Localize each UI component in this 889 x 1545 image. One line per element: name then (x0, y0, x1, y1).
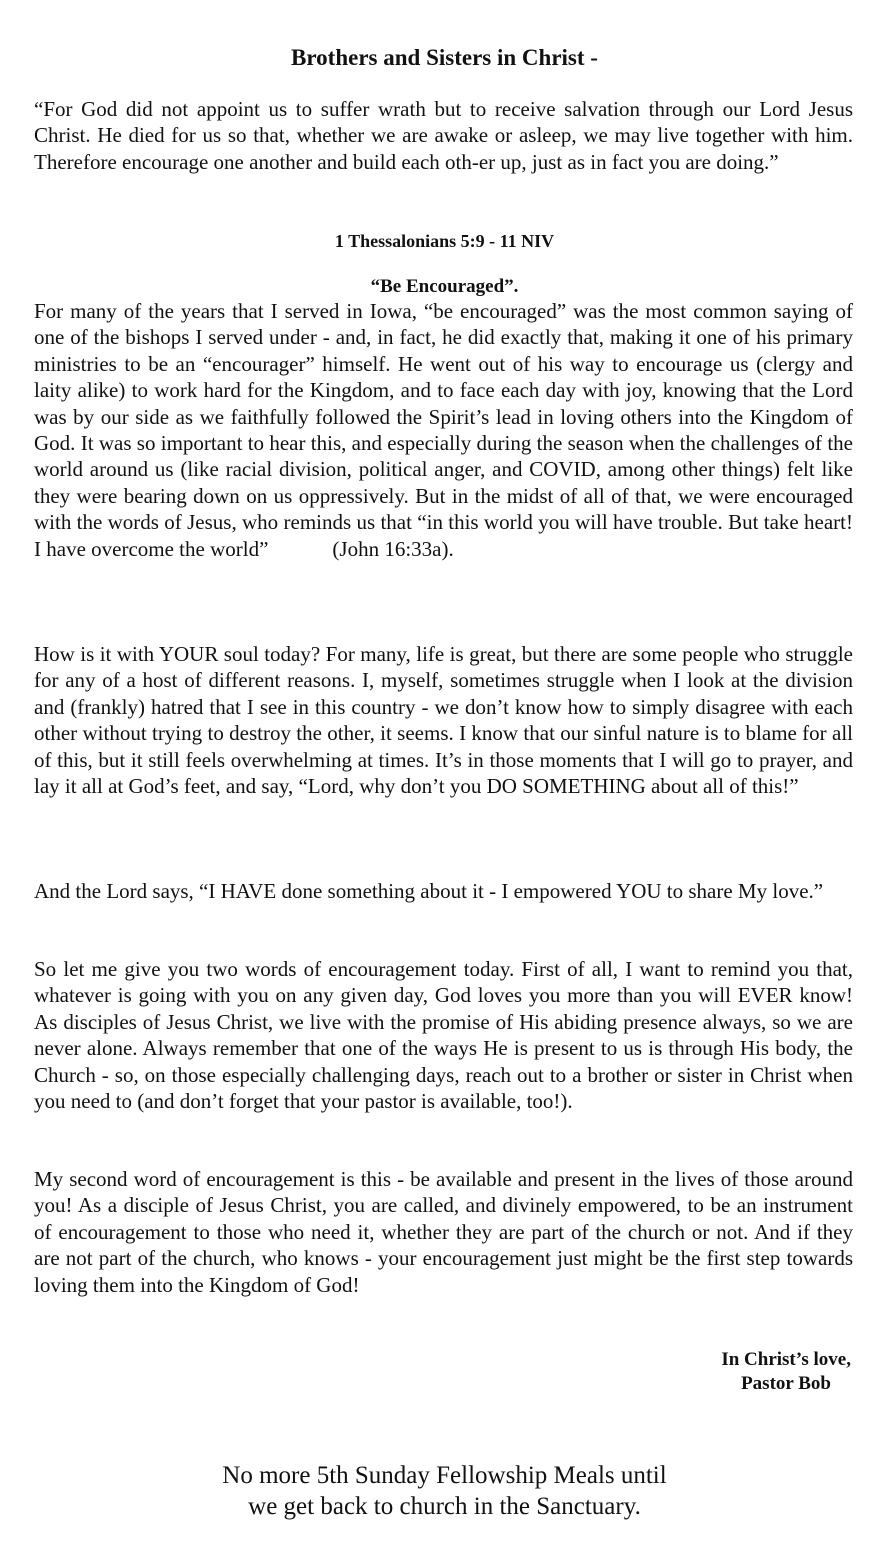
article-paragraph-4: So let me give you two words of encouragement today. First of all, I want to remind you that, whatever is going with you on any given day, God loves you more than you will EVER know! As disciples of Jesus Christ, we live with the promise of His abiding presence always, so we are never alone. Always remember that one of the ways He is present to us is through His body, the Church - so, on those especially challenging days, reach out to a brother or sister in Christ when you need to (and don’t forget that your pastor is available, too!). (34, 957, 853, 1114)
article-paragraph-1 (34, 298, 853, 562)
fellowship-notice (0, 1460, 889, 1522)
article-subtitle: “Be Encouraged”. (370, 276, 519, 297)
paragraph-1-text: For many of the years that I served in Iowa, “be encouraged” was the most common saying of one of the bishops I served under - and, in fact, he did exactly that, making it one of his primary ministries to be an “encourager” himself. He went out of his way to encourage us (clergy and laity alike) to work hard for the Kingdom, and to face each day with joy, knowing that the Lord was by our side as we faithfully followed the Spirit’s lead in loving others into the Kingdom of God. It was so important to hear this, and especially during the season when the challenges of the world around us (like racial division, political anger, and COVID, among other things) felt like they were bearing down on us oppressively. But in the midst of all of that, we were encouraged with the words of Jesus, who reminds us that “in this world you will have trouble. But take heart! I have overcome the world” (34, 299, 853, 561)
notice-line-1: No more 5th Sunday Fellowship Meals until (222, 1462, 667, 1489)
signoff-closing: In Christ’s love, (721, 1349, 851, 1370)
signoff (721, 1348, 851, 1396)
page-title: Brothers and Sisters in Christ - (291, 45, 598, 70)
signoff-name: Pastor Bob (741, 1373, 831, 1394)
notice-line-2: we get back to church in the Sanctuary. (248, 1493, 641, 1520)
scripture-citation: 1 Thessalonians 5:9 - 11 NIV (334, 231, 555, 251)
article-paragraph-2: How is it with YOUR soul today? For many, life is great, but there are some people who struggle for any of a host of different reasons. I, myself, sometimes struggle when I look at the division and (frankly) hatred that I see in this country - we don’t know how to simply disagree with each other without trying to destroy the other, it seems. I know that our sinful nature is to blame for all of this, but it still feels overwhelming at times. It’s in those moments that I will go to prayer, and lay it all at God’s feet, and say, “Lord, why don’t you DO SOMETHING about all of this!” (34, 642, 853, 799)
scripture-quote: “For God did not appoint us to suffer wrath but to receive salvation through our Lord Jesus Christ. He died for us so that, whether we are awake or asleep, we may live together with him. Therefore encourage one another and build each oth-er up, just as in fact you are doing.” (34, 97, 853, 174)
article-paragraph-5: My second word of encouragement is this - be available and present in the lives of those around you! As a disciple of Jesus Christ, you are called, and divinely empowered, to be an instrument of encouragement to those who need it, whether they are part of the church or not. And if they are not part of the church, who knows - your encouragement just might be the first step towards loving them into the Kingdom of God! (34, 1167, 853, 1297)
article-paragraph-3: And the Lord says, “I HAVE done something about it - I empowered YOU to share My love.” (34, 879, 824, 903)
bible-reference: (John 16:33a). (332, 536, 454, 561)
